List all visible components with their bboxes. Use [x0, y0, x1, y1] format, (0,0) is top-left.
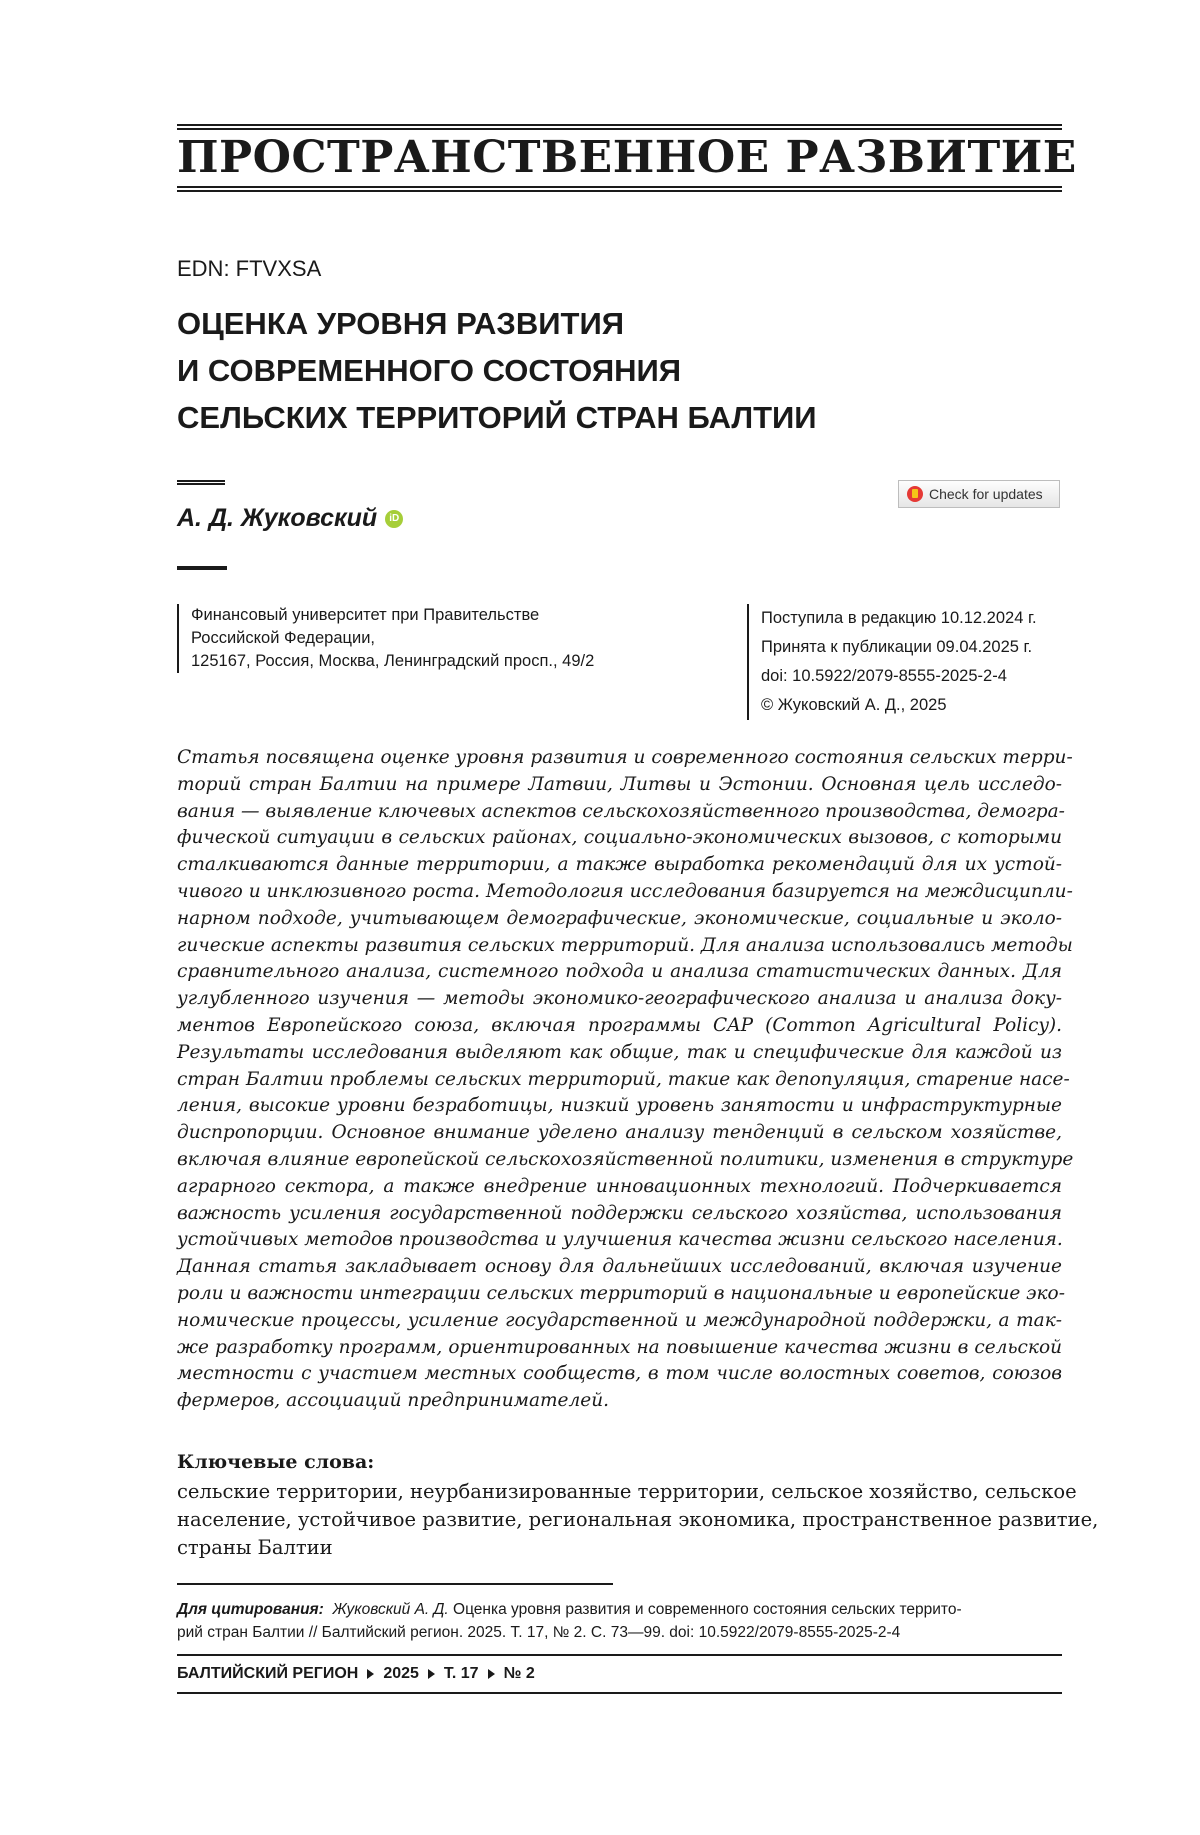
abstract-line: включая влияние европейской сельскохозяйственной политики, изменения в структуре	[177, 1147, 1062, 1174]
section-bottom-rule	[177, 186, 1062, 192]
affiliation-line: Финансовый университет при Правительстве	[191, 604, 594, 627]
check-for-updates-label: Check for updates	[929, 486, 1043, 502]
abstract-line: гические аспекты развития сельских территорий. Для анализа использовались методы	[177, 933, 1062, 960]
abstract-line: аграрного сектора, а также внедрение инновационных технологий. Подчеркивается	[177, 1174, 1062, 1201]
abstract-line: устойчивых методов производства и улучшения качества жизни сельского населения.	[177, 1227, 1062, 1254]
abstract-line: роли и важности интеграции сельских территорий в национальные и европейские эко-	[177, 1281, 1062, 1308]
abstract-line: вания — выявление ключевых аспектов сельскохозяйственного производства, демогра-	[177, 799, 1062, 826]
article-title-line: ОЦЕНКА УРОВНЯ РАЗВИТИЯ	[177, 300, 977, 347]
affiliation	[177, 604, 594, 673]
abstract-line: ления, высокие уровни безработицы, низкий уровень занятости и инфраструктурные	[177, 1093, 1062, 1120]
citation-line	[177, 1598, 1062, 1621]
author-name: А. Д. Жуковский	[177, 504, 377, 533]
affiliation-line: 125167, Россия, Москва, Ленинградский просп., 49/2	[191, 650, 594, 673]
footer-top-rule	[177, 1654, 1062, 1656]
abstract-line: Статья посвящена оценке уровня развития и современного состояния сельских терри-	[177, 745, 1062, 772]
abstract-line: важность усиления государственной поддержки сельского хозяйства, использования	[177, 1201, 1062, 1228]
affiliation-line: Российской Федерации,	[191, 627, 594, 650]
abstract-line: углубленного изучения — методы экономико-географического анализа и анализа доку-	[177, 986, 1062, 1013]
abstract-line: торий стран Балтии на примере Латвии, Литвы и Эстонии. Основная цель исследо-	[177, 772, 1062, 799]
citation-label: Для цитирования:	[177, 1601, 324, 1618]
journal-footer	[177, 1665, 535, 1683]
keywords-line: страны Балтии	[177, 1534, 1062, 1562]
abstract-line: стран Балтии проблемы сельских территорий, такие как депопуляция, старение насе-	[177, 1067, 1062, 1094]
abstract-line: номические процессы, усиление государственной и международной поддержки, а так-	[177, 1308, 1062, 1335]
title-separator	[177, 480, 225, 485]
edn-code: EDN: FTVXSA	[177, 256, 321, 282]
abstract	[177, 745, 1062, 1415]
crossmark-icon	[907, 486, 923, 502]
keywords-line: сельские территории, неурбанизированные территории, сельское хозяйство, сельское	[177, 1478, 1062, 1506]
journal-issue: № 2	[504, 1665, 535, 1683]
abstract-line: же разработку программ, ориентированных на повышение качества жизни в сельской	[177, 1335, 1062, 1362]
copyright: © Жуковский А. Д., 2025	[761, 691, 1037, 720]
citation	[177, 1598, 1062, 1644]
abstract-line: местности с участием местных сообществ, в том числе волостных советов, союзов	[177, 1361, 1062, 1388]
citation-author: Жуковский А. Д.	[332, 1601, 448, 1618]
article-title-line: СЕЛЬСКИХ ТЕРРИТОРИЙ СТРАН БАЛТИИ	[177, 394, 977, 441]
abstract-line: диспропорции. Основное внимание уделено анализу тенденций в сельском хозяйстве,	[177, 1120, 1062, 1147]
accepted-date: Принята к публикации 09.04.2025 г.	[761, 633, 1037, 662]
citation-text: Оценка уровня развития и современного состояния сельских террито-	[449, 1601, 962, 1618]
section-title: ПРОСТРАНСТВЕННОЕ РАЗВИТИЕ	[177, 128, 1062, 188]
journal-volume: Т. 17	[444, 1665, 479, 1683]
abstract-line: Данная статья закладывает основу для дальнейших исследований, включая изучение	[177, 1254, 1062, 1281]
abstract-line: фической ситуации в сельских районах, социально-экономических вызовов, с которыми	[177, 825, 1062, 852]
author-line	[177, 504, 403, 533]
abstract-line: сравнительного анализа, системного подхода и анализа статистических данных. Для	[177, 959, 1062, 986]
article-title-line: И СОВРЕМЕННОГО СОСТОЯНИЯ	[177, 347, 977, 394]
footer-bottom-rule	[177, 1692, 1062, 1694]
journal-year: 2025	[383, 1665, 419, 1683]
abstract-line: нарном подходе, учитывающем демографические, экономические, социальные и эколо-	[177, 906, 1062, 933]
keywords-heading: Ключевые слова:	[177, 1451, 374, 1473]
author-separator	[177, 566, 227, 570]
doi[interactable]: doi: 10.5922/2079-8555-2025-2-4	[761, 662, 1037, 691]
journal-name: БАЛТИЙСКИЙ РЕГИОН	[177, 1665, 358, 1683]
triangle-right-icon	[428, 1669, 435, 1679]
abstract-line: фермеров, ассоциаций предпринимателей.	[177, 1388, 1062, 1415]
citation-rule	[177, 1583, 613, 1585]
abstract-line: чивого и инклюзивного роста. Методология исследования базируется на междисципли-	[177, 879, 1062, 906]
abstract-line: Результаты исследования выделяют как общие, так и специфические для каждой из	[177, 1040, 1062, 1067]
triangle-right-icon	[367, 1669, 374, 1679]
abstract-line: сталкиваются данные территории, а также выработка рекомендаций для их устой-	[177, 852, 1062, 879]
keywords-list	[177, 1478, 1062, 1562]
orcid-icon[interactable]: iD	[385, 510, 403, 528]
triangle-right-icon	[488, 1669, 495, 1679]
citation-line: рий стран Балтии // Балтийский регион. 2025. Т. 17, № 2. С. 73—99. doi: 10.5922/2079-8555-2025-2-4	[177, 1621, 1062, 1644]
article-title	[177, 300, 977, 441]
abstract-line: ментов Европейского союза, включая программы CAP (Common Agricultural Policy).	[177, 1013, 1062, 1040]
article-page	[0, 0, 1200, 1835]
keywords-line: население, устойчивое развитие, региональная экономика, пространственное развитие,	[177, 1506, 1062, 1534]
publication-info	[747, 604, 1037, 720]
check-for-updates-button[interactable]	[898, 480, 1060, 508]
received-date: Поступила в редакцию 10.12.2024 г.	[761, 604, 1037, 633]
